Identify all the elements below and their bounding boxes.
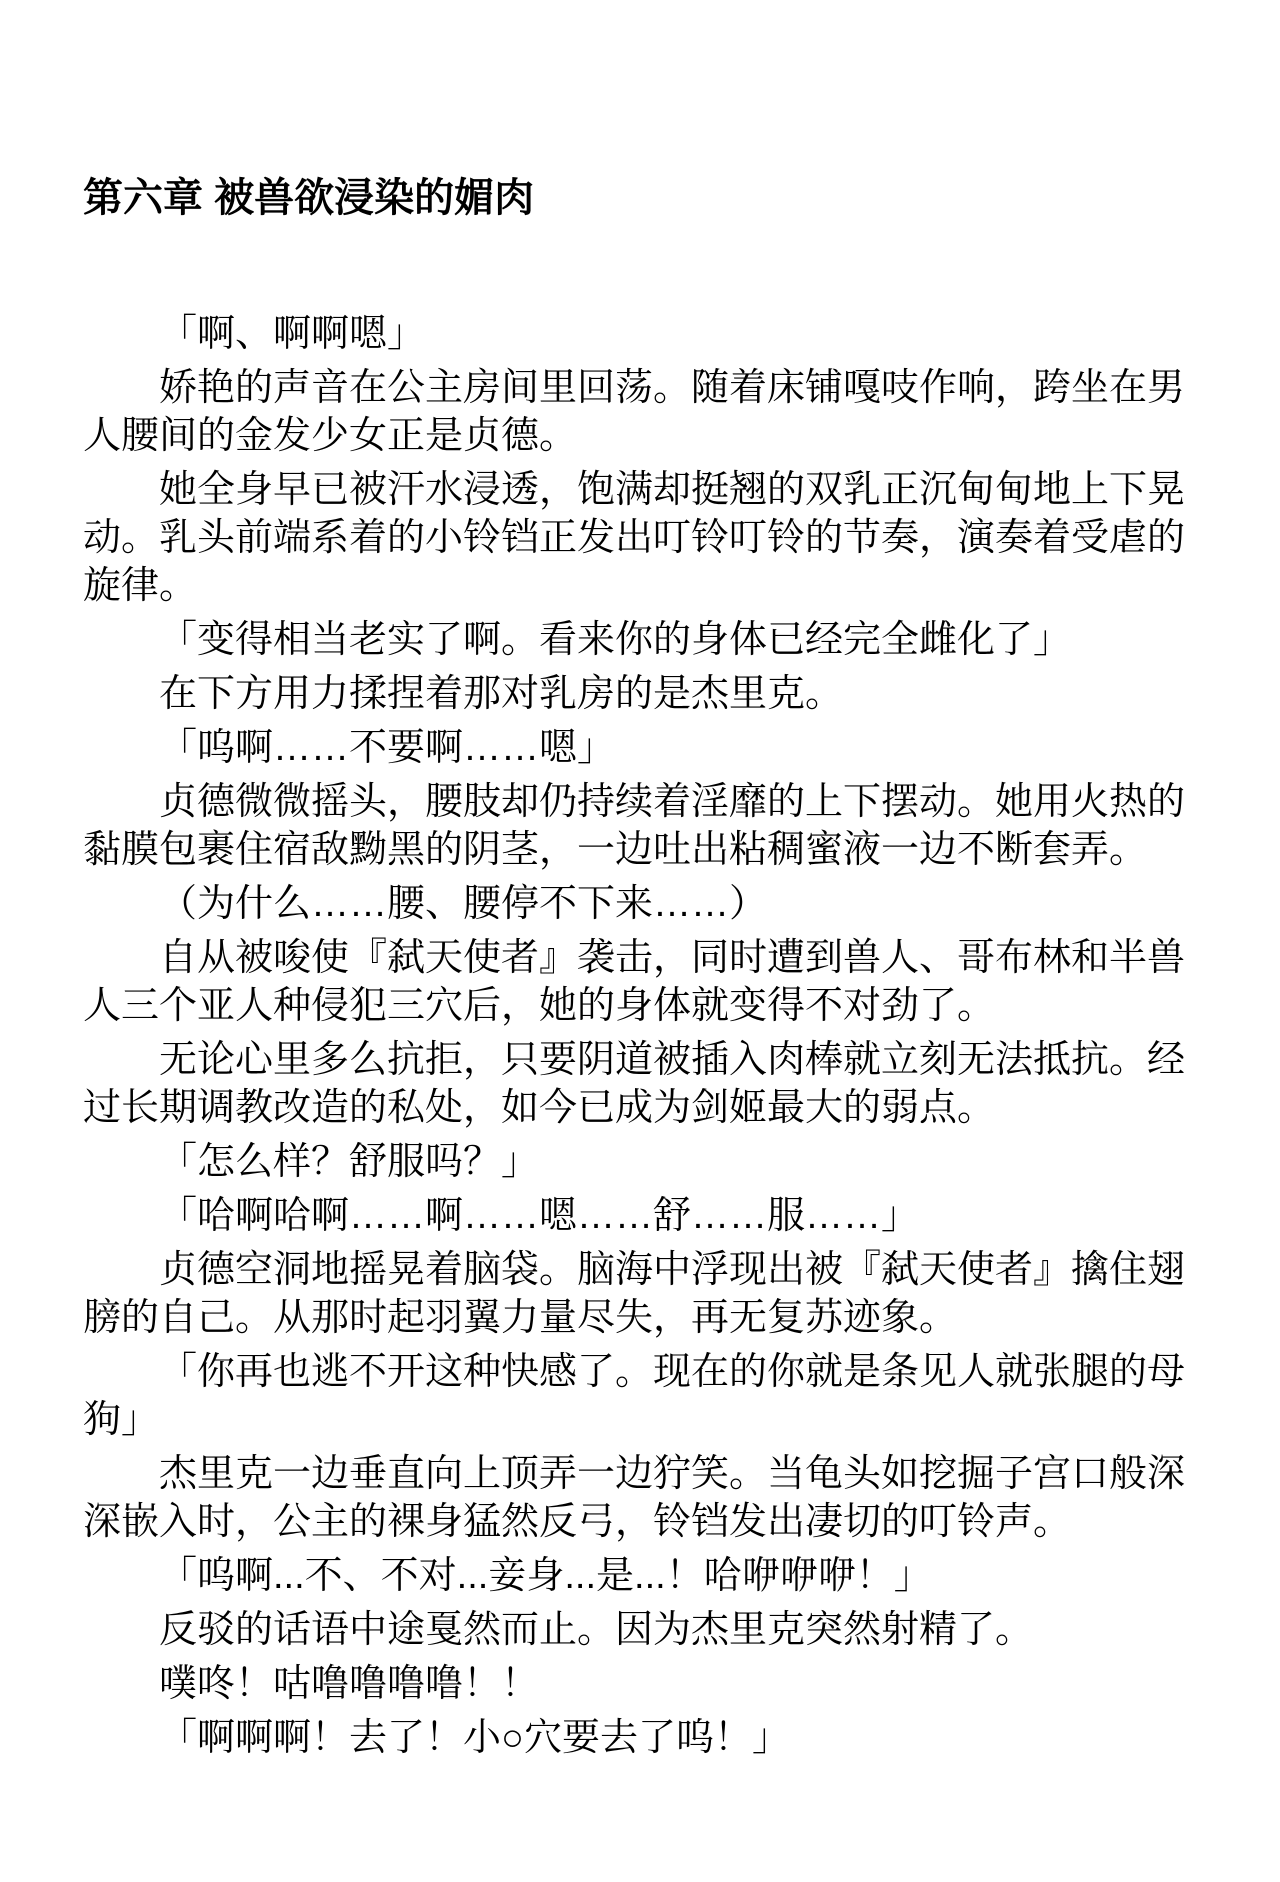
paragraph: 「呜啊……不要啊……嗯」 bbox=[159, 727, 616, 769]
paragraph: 「怎么样？舒服吗？」 bbox=[159, 1141, 540, 1183]
paragraph: 无论心里多么抗拒，只要阴道被插入肉棒就立刻无法抵抗。经过长期调教改造的私处，如今已成为剑姬最大的弱点。 bbox=[83, 1039, 1186, 1129]
paragraph: 「变得相当老实了啊。看来你的身体已经完全雌化了」 bbox=[159, 619, 1072, 661]
paragraph: 「你再也逃不开这种快感了。现在的你就是条见人就张腿的母狗」 bbox=[83, 1351, 1186, 1441]
paragraph: 贞德微微摇头，腰肢却仍持续着淫靡的上下摆动。她用火热的黏膜包裹住宿敌黝黑的阴茎，一边吐出粘稠蜜液一边不断套弄。 bbox=[83, 781, 1186, 871]
paragraph: 杰里克一边垂直向上顶弄一边狞笑。当龟头如挖掘子宫口般深深嵌入时，公主的裸身猛然反弓，铃铛发出凄切的叮铃声。 bbox=[83, 1453, 1186, 1543]
paragraph: 「啊啊啊！去了！小○穴要去了呜！」 bbox=[159, 1717, 790, 1759]
paragraph: 「啊、啊啊嗯」 bbox=[159, 313, 426, 355]
chapter-body bbox=[83, 310, 1185, 1762]
paragraph: 她全身早已被汗水浸透，饱满却挺翘的双乳正沉甸甸地上下晃动。乳头前端系着的小铃铛正发出叮铃叮铃的节奏，演奏着受虐的旋律。 bbox=[83, 469, 1186, 607]
paragraph: 贞德空洞地摇晃着脑袋。脑海中浮现出被『弑天使者』擒住翅膀的自己。从那时起羽翼力量尽失，再无复苏迹象。 bbox=[83, 1249, 1186, 1339]
paragraph: 噗咚！咕噜噜噜噜！！ bbox=[159, 1663, 540, 1705]
paragraph: 自从被唆使『弑天使者』袭击，同时遭到兽人、哥布林和半兽人三个亚人种侵犯三穴后，她的身体就变得不对劲了。 bbox=[83, 937, 1186, 1027]
paragraph: 在下方用力揉捏着那对乳房的是杰里克。 bbox=[159, 673, 844, 715]
paragraph: 「哈啊哈啊……啊……嗯……舒……服……」 bbox=[159, 1195, 920, 1237]
paragraph: 「呜啊...不、不对...妾身...是...！哈咿咿咿！」 bbox=[159, 1555, 932, 1597]
paragraph: 娇艳的声音在公主房间里回荡。随着床铺嘎吱作响，跨坐在男人腰间的金发少女正是贞德。 bbox=[83, 367, 1186, 457]
paragraph: 反驳的话语中途戛然而止。因为杰里克突然射精了。 bbox=[159, 1609, 1034, 1651]
paragraph: （为什么……腰、腰停不下来……） bbox=[159, 883, 768, 925]
chapter-title: 第六章 被兽欲浸染的媚肉 bbox=[83, 176, 535, 220]
